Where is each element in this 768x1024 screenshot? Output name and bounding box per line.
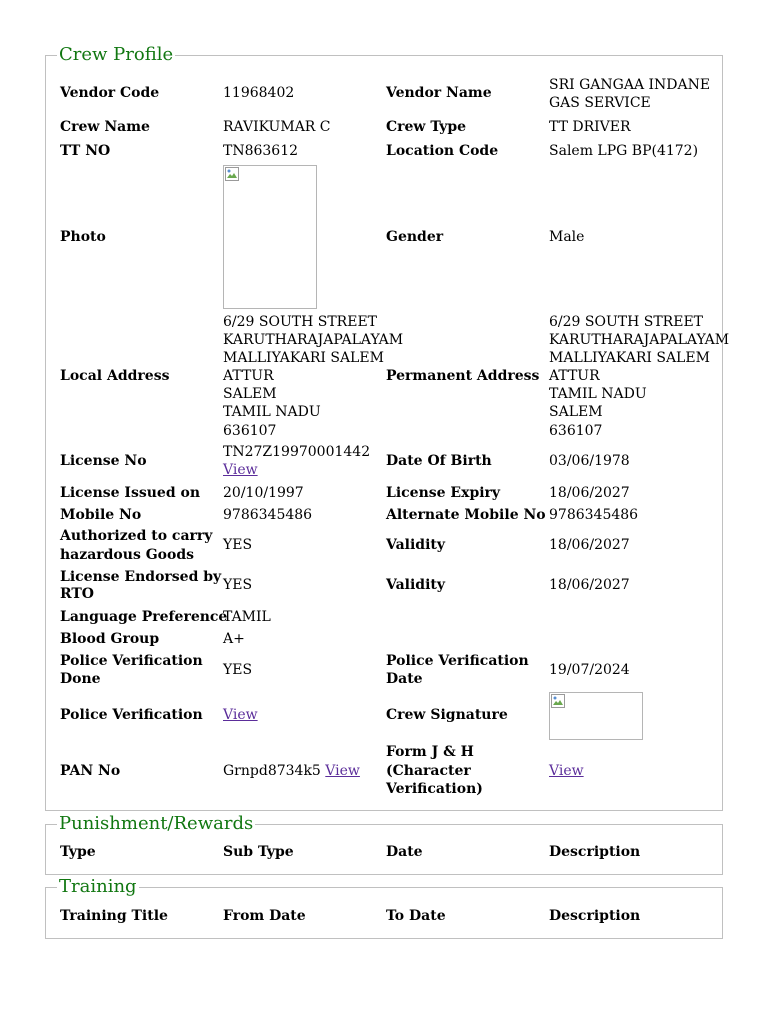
police-done-label-line-2: Done (60, 671, 101, 687)
permanent-address-line: ATTUR (549, 368, 600, 384)
mobile-value: 9786345486 (223, 507, 313, 523)
endorsed-label-line-1: License Endorsed by (60, 569, 222, 585)
permanent-address-line: KARUTHARAJAPALAYAM (549, 332, 730, 348)
local-address-line: KARUTHARAJAPALAYAM (223, 332, 404, 348)
punishment-column-date: Date (386, 844, 423, 860)
language-label: Language Preference (60, 609, 228, 625)
permanent-address-line: 636107 (549, 423, 603, 439)
vendor-name-line-1: SRI GANGAA INDANE (549, 77, 711, 93)
local-address-line: 636107 (223, 423, 277, 439)
permanent-address-line: 6/29 SOUTH STREET (549, 314, 703, 330)
police-verification-view-link[interactable]: View (223, 707, 258, 723)
pan-label: PAN No (60, 763, 121, 779)
police-verification-label: Police Verification (60, 707, 203, 723)
punishment-column-description: Description (549, 844, 641, 860)
police-date-label-line-1: Police Verification (386, 653, 529, 669)
crew-signature-image (549, 692, 643, 740)
mobile-label: Mobile No (60, 507, 142, 523)
license-view-link[interactable]: View (223, 462, 258, 478)
validity-label: Validity (386, 537, 445, 553)
crew-type-label: Crew Type (386, 119, 467, 135)
tt-no-label: TT NO (60, 143, 111, 159)
license-no-label: License No (60, 453, 147, 469)
police-date-label-line-2: Date (386, 671, 423, 687)
permanent-address-label: Permanent Address (386, 368, 540, 384)
local-address-label: Local Address (60, 368, 170, 384)
permanent-address-line: SALEM (549, 404, 603, 420)
local-address-line: MALLIYAKARI SALEM (223, 350, 384, 366)
training-column-description: Description (549, 908, 641, 924)
license-issued-value: 20/10/1997 (223, 485, 304, 501)
endorsed-value: YES (223, 577, 253, 593)
form-jh-view-link[interactable]: View (549, 763, 584, 779)
vendor-name-label: Vendor Name (386, 85, 492, 101)
validity-label: Validity (386, 577, 445, 593)
police-done-label-line-1: Police Verification (60, 653, 203, 669)
tt-no-value: TN863612 (223, 143, 299, 159)
punishment-column-type: Type (60, 844, 96, 860)
endorsed-label-line-2: RTO (60, 586, 95, 602)
permanent-address-line: TAMIL NADU (549, 386, 647, 402)
dob-value: 03/06/1978 (549, 453, 630, 469)
license-no-value: TN27Z19970001442 (223, 444, 371, 460)
permanent-address-line: MALLIYAKARI SALEM (549, 350, 710, 366)
gender-label: Gender (386, 229, 444, 245)
alt-mobile-value: 9786345486 (549, 507, 639, 523)
vendor-code-label: Vendor Code (60, 85, 160, 101)
local-address-line: 6/29 SOUTH STREET (223, 314, 377, 330)
alt-mobile-label: Alternate Mobile No (386, 507, 546, 523)
form-jh-label-line-3: Verification) (386, 781, 483, 797)
location-code-label: Location Code (386, 143, 499, 159)
crew-name-value: RAVIKUMAR C (223, 119, 331, 135)
police-date-value: 19/07/2024 (549, 662, 630, 678)
hazardous-value: YES (223, 537, 253, 553)
local-address-line: SALEM (223, 386, 277, 402)
hazardous-validity-value: 18/06/2027 (549, 537, 630, 553)
blood-group-value: A+ (223, 631, 245, 647)
license-expiry-value: 18/06/2027 (549, 485, 630, 501)
license-issued-label: License Issued on (60, 485, 201, 501)
crew-signature-label: Crew Signature (386, 707, 508, 723)
training-column-from-date: From Date (223, 908, 306, 924)
pan-value-group (223, 762, 360, 780)
endorsed-validity-value: 18/06/2027 (549, 577, 630, 593)
police-done-value: YES (223, 662, 253, 678)
vendor-code-value: 11968402 (223, 85, 295, 101)
hazardous-label-line-2: hazardous Goods (60, 547, 195, 563)
crew-name-label: Crew Name (60, 119, 150, 135)
form-jh-label-line-1: Form J & H (386, 744, 474, 760)
crew-photo (223, 165, 317, 309)
hazardous-label-line-1: Authorized to carry (60, 528, 213, 544)
crew-type-value: TT DRIVER (549, 119, 631, 135)
training-legend: Training (59, 876, 137, 897)
blood-group-label: Blood Group (60, 631, 160, 647)
training-column-to-date: To Date (386, 908, 446, 924)
language-value: TAMIL (223, 609, 271, 625)
location-code-value: Salem LPG BP(4172) (549, 143, 699, 159)
punishment-column-subtype: Sub Type (223, 844, 294, 860)
local-address-line: TAMIL NADU (223, 404, 321, 420)
license-expiry-label: License Expiry (386, 485, 501, 501)
training-column-title: Training Title (60, 908, 168, 924)
punishment-legend: Punishment/Rewards (59, 813, 254, 834)
pan-view-link[interactable]: View (325, 763, 360, 779)
pan-value: Grnpd8734k5 (223, 763, 321, 779)
vendor-name-line-2: GAS SERVICE (549, 95, 651, 111)
dob-label: Date Of Birth (386, 453, 492, 469)
local-address-line: ATTUR (223, 368, 274, 384)
crew-profile-legend: Crew Profile (59, 44, 174, 65)
photo-label: Photo (60, 229, 106, 245)
broken-image-icon (551, 694, 565, 708)
broken-image-icon (225, 167, 239, 181)
gender-value: Male (549, 229, 585, 245)
form-jh-label-line-2: (Character (386, 763, 471, 779)
